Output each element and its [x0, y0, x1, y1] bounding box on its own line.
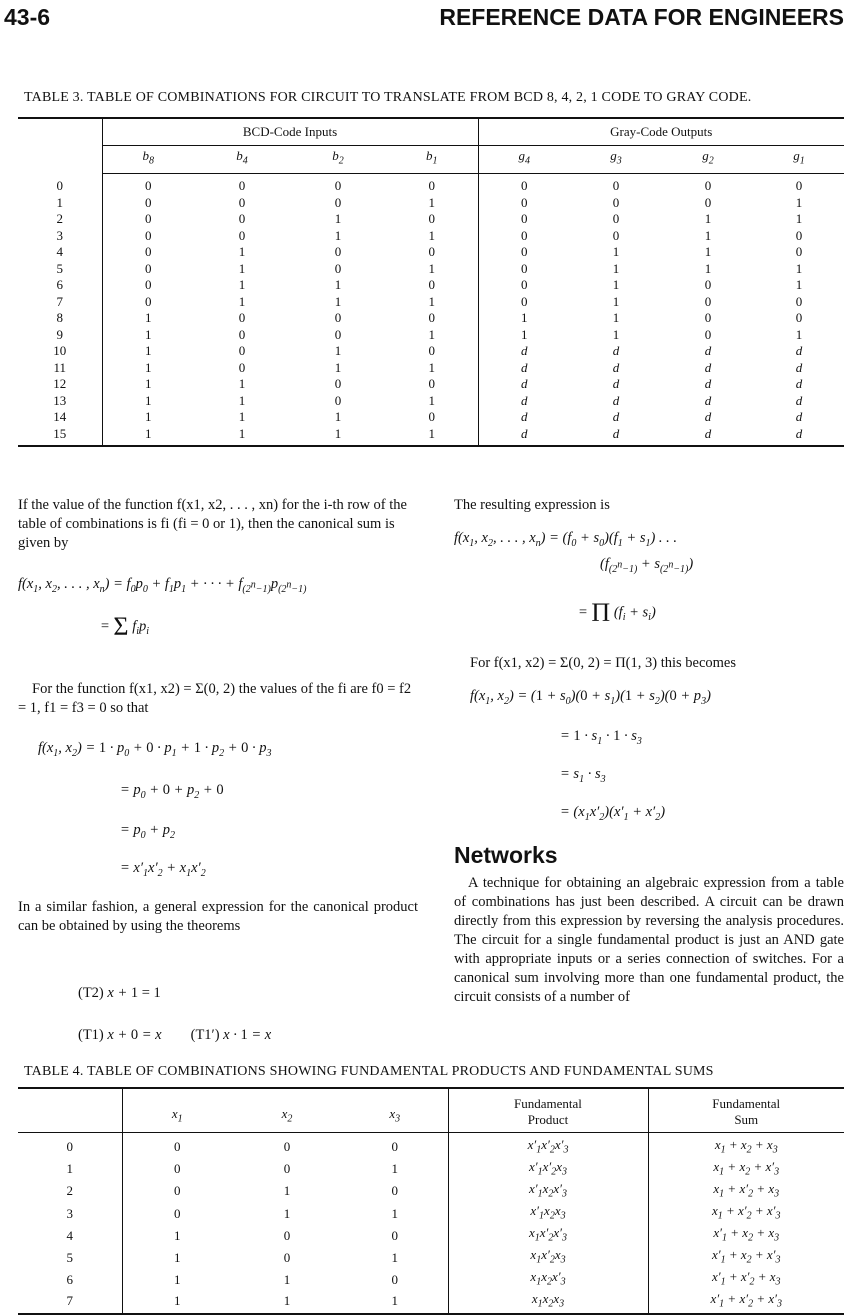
table-cell: 0: [283, 1227, 291, 1243]
table-cell: 13: [53, 392, 67, 408]
table-row: [18, 360, 844, 377]
table-row: [18, 376, 844, 393]
table-cell: 0: [334, 326, 342, 342]
table-cell: 1: [428, 326, 435, 342]
table-cell: 0: [238, 178, 246, 193]
table-cell: 0: [428, 409, 435, 424]
table-cell: 1: [334, 277, 342, 292]
left-para-3: In a similar fashion, a general expression for the canonical product can be obtained by using the theorems: [18, 899, 418, 934]
page-header: [0, 4, 854, 40]
product-example-4: = $(x_1x'_2)(x'_1 + x'_2)$: [560, 804, 666, 823]
theorem-t2: (T2) x + 1 = 1: [78, 985, 161, 1001]
table-cell: 11: [53, 359, 67, 375]
col-b1: $b_1$: [386, 146, 478, 174]
table-cell: 0: [334, 244, 342, 259]
table-cell: 0: [283, 1161, 291, 1177]
table-cell: 6: [56, 277, 63, 292]
table-cell: 0: [238, 359, 246, 375]
table-cell: 0: [102, 294, 194, 311]
fundamental-product-cell: $x_1x_2x_3$: [448, 1291, 648, 1314]
table-cell: d: [704, 359, 712, 375]
table-cell: 0: [478, 195, 570, 212]
table-cell: 0: [122, 1132, 232, 1159]
table-cell: 1: [334, 211, 342, 226]
table-cell: 0: [238, 343, 246, 358]
table-row: [18, 261, 844, 278]
table-cell: 1: [334, 227, 342, 243]
col-g3: $g_3$: [570, 146, 662, 174]
table-row: [18, 1159, 844, 1181]
table-cell: 4: [66, 1227, 73, 1243]
table-cell: 0: [102, 244, 194, 261]
fundamental-product-cell: $x'_1x_2x'_3$: [448, 1181, 648, 1203]
table-cell: d: [478, 360, 570, 377]
table-cell: 1: [612, 244, 620, 259]
col-fundamental-sum: Fundamental Sum: [648, 1088, 844, 1132]
table-cell: 0: [795, 227, 803, 243]
table4-caption: TABLE 4. TABLE OF COMBINATIONS SHOWING FUNDAMENTAL PRODUCTS AND FUNDAMENTAL SUMS: [24, 1064, 714, 1079]
table-cell: 0: [428, 277, 435, 292]
table-cell: 1: [478, 310, 570, 327]
table-cell: 0: [478, 261, 570, 278]
table-cell: 0: [795, 178, 803, 193]
right-para-2: For f(x1, x2) = Σ(0, 2) = Π(1, 3) this becomes: [470, 655, 737, 671]
table-cell: d: [795, 359, 803, 375]
table-cell: 1: [428, 359, 435, 375]
table-cell: d: [754, 426, 844, 447]
table-cell: 1: [334, 359, 342, 375]
table-cell: 1: [795, 326, 803, 342]
table-cell: 0: [478, 277, 570, 294]
table-cell: 1: [795, 194, 803, 210]
table3-caption: TABLE 3. TABLE OF COMBINATIONS FOR CIRCUIT TO TRANSLATE FROM BCD 8, 4, 2, 1 CODE TO GRAY CODE.: [24, 90, 752, 105]
table-cell: 1: [391, 1205, 398, 1221]
table-cell: 0: [612, 178, 620, 193]
table-cell: 0: [478, 174, 570, 195]
table-cell: 1: [386, 426, 478, 447]
table-row: [18, 1225, 844, 1247]
table-cell: 1: [56, 194, 63, 210]
fundamental-sum-cell: $x_1 + x_2 + x_3$: [648, 1132, 844, 1159]
table-cell: 1: [122, 1291, 232, 1314]
table-cell: 1: [391, 1161, 398, 1177]
table-cell: 0: [238, 227, 246, 243]
table4: [18, 1087, 844, 1315]
canonical-product-eq-3: = Π $(f_i + s_i)$: [578, 598, 656, 627]
table-row: [18, 310, 844, 327]
table-cell: 1: [612, 277, 620, 292]
table-cell: 0: [704, 293, 712, 309]
fundamental-product-cell: $x'_1x'_2x'_3$: [448, 1132, 648, 1159]
table-cell: d: [704, 409, 712, 424]
table-row: [18, 244, 844, 261]
table-cell: d: [612, 359, 620, 375]
table-cell: 2: [56, 211, 63, 226]
table-cell: 1: [283, 1183, 291, 1199]
table-cell: 0: [238, 211, 246, 226]
col-b4: $b_4$: [194, 146, 290, 174]
table-cell: 0: [283, 1249, 291, 1265]
table-cell: 0: [122, 1203, 232, 1225]
table-cell: 0: [428, 211, 435, 226]
table-cell: 0: [612, 211, 620, 226]
table-cell: 1: [428, 260, 435, 276]
col-b2: $b_2$: [290, 146, 386, 174]
table-cell: 0: [238, 310, 246, 325]
table-cell: 0: [102, 195, 194, 212]
table-row: [18, 409, 844, 426]
table-cell: 7: [56, 293, 63, 309]
table-cell: 0: [478, 244, 570, 261]
example-eq-4: = $x'_1x'_2 + x_1x'_2$: [120, 860, 206, 879]
table-cell: 9: [56, 326, 63, 342]
table-cell: 0: [334, 194, 342, 210]
table-cell: 1: [122, 1247, 232, 1269]
col-g4: $g_4$: [478, 146, 570, 174]
table-cell: 8: [56, 310, 63, 325]
table-cell: 1: [795, 211, 803, 226]
table-cell: d: [795, 392, 803, 408]
table-cell: 5: [66, 1249, 73, 1265]
table-cell: 12: [53, 376, 67, 391]
table-cell: 1: [612, 310, 620, 325]
table-cell: 15: [18, 426, 102, 447]
table-cell: d: [478, 426, 570, 447]
table-row: [18, 294, 844, 311]
table-cell: 1: [704, 244, 712, 259]
table-cell: 0: [478, 211, 570, 228]
networks-heading: Networks: [454, 842, 558, 868]
table-cell: 1: [704, 211, 712, 226]
fundamental-sum-cell: $x'_1 + x'_2 + x'_3$: [648, 1291, 844, 1314]
table-row: [18, 195, 844, 212]
right-para-1: The resulting expression is: [454, 497, 610, 513]
table-cell: 6: [66, 1271, 73, 1287]
table-cell: 1: [428, 227, 435, 243]
table-cell: d: [662, 426, 754, 447]
table-cell: 1: [122, 1225, 232, 1247]
table-cell: 1: [232, 1291, 342, 1314]
running-title: REFERENCE DATA FOR ENGINEERS: [439, 4, 844, 30]
table-cell: 0: [428, 376, 435, 391]
table-cell: 1: [478, 327, 570, 344]
table-cell: 0: [391, 1227, 398, 1243]
table-cell: 0: [56, 177, 63, 193]
table-row: [18, 1181, 844, 1203]
canonical-product-eq: $f(x_1$, $x_2$, . . . , $x_n) = (f_0 + s_0)(f_1 + s_1)$ . . .: [454, 530, 678, 549]
table-row: [18, 1132, 844, 1159]
table-cell: 1: [612, 260, 620, 276]
table-cell: 1: [283, 1205, 291, 1221]
left-para-2: For the function f(x1, x2) = Σ(0, 2) the values of the fi are f0 = f2 = 1, f1 = f3 = 0 so that: [18, 681, 412, 716]
table-row: [18, 1247, 844, 1269]
table-cell: 1: [334, 343, 342, 358]
page-number: 43-6: [4, 4, 51, 30]
table-cell: 0: [478, 294, 570, 311]
table-cell: 0: [102, 211, 194, 228]
table-cell: d: [612, 392, 620, 408]
table-cell: d: [795, 409, 803, 424]
table-cell: 1: [283, 1271, 291, 1287]
table-cell: 1: [342, 1291, 448, 1314]
table-cell: 0: [704, 326, 712, 342]
table-cell: d: [612, 376, 620, 391]
table-cell: 3: [56, 227, 63, 243]
table-cell: d: [795, 376, 803, 391]
table3: [18, 117, 844, 447]
table-cell: 0: [612, 194, 620, 210]
table-cell: 4: [56, 244, 63, 259]
canonical-product-eq-2: $(f_{(2^n-1)} + s_{(2^n-1)})$: [600, 556, 694, 575]
right-para-3: A technique for obtaining an algebraic expression from a table of combinations has just been described. A circuit can be drawn directly from this expression by reversing the analysis procedures. The circuit for a single fundamental product is just an AND gate with appropriate inputs or a series connection of switches. For a canonical sum involving more than one fundamental product, the circuit consists of a number of: [454, 875, 844, 1005]
table-row: [18, 1269, 844, 1291]
table-cell: d: [478, 376, 570, 393]
table-cell: 1: [238, 244, 246, 259]
table-cell: 0: [102, 261, 194, 278]
table-cell: d: [704, 343, 712, 358]
table-cell: 1: [102, 393, 194, 410]
theorem-t1: (T1) x + 0 = x (T1′) x · 1 = x: [78, 1027, 272, 1043]
col-x2: $x_2$: [232, 1088, 342, 1132]
product-example-3: = $s_1 \cdot s_3$: [560, 766, 606, 785]
table-cell: 0: [391, 1271, 398, 1287]
table-cell: d: [570, 426, 662, 447]
table-cell: 0: [122, 1181, 232, 1203]
product-example-2: = $1 \cdot s_1 \cdot 1 \cdot s_3$: [560, 728, 642, 747]
table-cell: 0: [334, 260, 342, 276]
table-cell: 0: [704, 277, 712, 292]
table-cell: 1: [102, 343, 194, 360]
fundamental-product-cell: $x_1x_2x'_3$: [448, 1269, 648, 1291]
table-cell: 0: [612, 227, 620, 243]
table-cell: 1: [122, 1269, 232, 1291]
table-cell: 0: [334, 376, 342, 391]
table-cell: 5: [56, 260, 63, 276]
fundamental-sum-cell: $x_1 + x'_2 + x'_3$: [648, 1203, 844, 1225]
table-cell: 0: [704, 310, 712, 325]
table-cell: 1: [428, 194, 435, 210]
fundamental-sum-cell: $x'_1 + x'_2 + x_3$: [648, 1269, 844, 1291]
table-cell: 1: [612, 326, 620, 342]
table-cell: d: [478, 343, 570, 360]
fundamental-product-cell: $x'_1x_2x_3$: [448, 1203, 648, 1225]
table-row: [18, 327, 844, 344]
table-cell: 0: [391, 1139, 398, 1155]
table-cell: 0: [238, 326, 246, 342]
table-cell: 1: [334, 409, 342, 424]
table-cell: 1: [428, 392, 435, 408]
table-row: [18, 1291, 844, 1314]
gray-outputs-header: Gray-Code Outputs: [478, 118, 844, 146]
table-row: [18, 1203, 844, 1225]
table-cell: 1: [66, 1161, 73, 1177]
table-cell: 1: [795, 260, 803, 276]
table-row: [18, 174, 844, 195]
table-cell: 0: [478, 228, 570, 245]
table-cell: 1: [102, 409, 194, 426]
table-cell: 0: [334, 310, 342, 325]
example-eq-1: $f(x_1$, $x_2) = 1 \cdot p_0 + 0 \cdot p_1 + 1 \cdot p_2 + 0 \cdot p_3$: [38, 740, 272, 759]
table-cell: d: [478, 393, 570, 410]
col-b8: $b_8$: [102, 146, 194, 174]
col-g2: $g_2$: [662, 146, 754, 174]
bcd-inputs-header: BCD-Code Inputs: [102, 118, 478, 146]
col-x3: $x_3$: [342, 1088, 448, 1132]
table-cell: 10: [53, 343, 67, 358]
table-cell: 0: [391, 1183, 398, 1199]
table-cell: 0: [283, 1139, 291, 1155]
table-cell: 3: [66, 1205, 73, 1221]
table-cell: 1: [194, 426, 290, 447]
table-cell: 0: [795, 293, 803, 309]
table-cell: 1: [238, 409, 246, 424]
table-cell: 1: [102, 310, 194, 327]
table-cell: 0: [428, 244, 435, 259]
table-cell: 1: [290, 426, 386, 447]
table-cell: 0: [238, 194, 246, 210]
table-cell: d: [704, 392, 712, 408]
left-para-1: If the value of the function f(x1, x2, . . . , xn) for the i-th row of the table of combinations is fi (fi = 0 or 1), then the canonical sum is given by: [18, 497, 407, 551]
table-cell: 1: [102, 327, 194, 344]
col-fundamental-product: Fundamental Product: [448, 1088, 648, 1132]
table-cell: 0: [795, 244, 803, 259]
table-cell: d: [478, 409, 570, 426]
fundamental-product-cell: $x_1x'_2x_3$: [448, 1247, 648, 1269]
table-cell: 2: [66, 1183, 73, 1199]
product-example-1: $f(x_1$, $x_2) = (1 + s_0)(0 + s_1)(1 + s_2)(0 + p_3)$: [470, 688, 711, 707]
table-cell: 14: [53, 409, 67, 424]
col-x1: $x_1$: [122, 1088, 232, 1132]
fundamental-product-cell: $x_1x'_2x'_3$: [448, 1225, 648, 1247]
table-cell: 0: [428, 343, 435, 358]
table-row: [18, 426, 844, 447]
table-cell: 0: [795, 310, 803, 325]
canonical-sum-eq: $f(x_1$, $x_2$, . . . , $x_n) = f_0p_0 + f_1p_1$ + · · · + $f_{(2^n-1)}p_{(2^n-1)}$: [18, 576, 307, 595]
table-cell: 1: [238, 392, 246, 408]
table-cell: 0: [704, 194, 712, 210]
table-cell: 0: [334, 178, 342, 193]
table-cell: 1: [704, 260, 712, 276]
col-g1: $g_1$: [754, 146, 844, 174]
table-cell: d: [704, 376, 712, 391]
table-cell: 1: [102, 426, 194, 447]
fundamental-sum-cell: $x_1 + x_2 + x'_3$: [648, 1159, 844, 1181]
table-cell: 1: [238, 293, 246, 309]
table-cell: 0: [102, 174, 194, 195]
example-eq-2: = $p_0 + 0 + p_2 + 0$: [120, 782, 224, 801]
table-cell: d: [795, 343, 803, 358]
table-row: [18, 277, 844, 294]
fundamental-sum-cell: $x'_1 + x_2 + x_3$: [648, 1225, 844, 1247]
table-cell: 1: [238, 277, 246, 292]
fundamental-sum-cell: $x_1 + x'_2 + x_3$: [648, 1181, 844, 1203]
table-cell: 1: [238, 376, 246, 391]
table-row: [18, 343, 844, 360]
table-cell: d: [612, 409, 620, 424]
table-cell: 7: [18, 1291, 122, 1314]
table-cell: 0: [428, 178, 435, 193]
canonical-sum-eq-2: = Σ $f_ip_i$: [100, 612, 150, 641]
table-cell: 1: [391, 1249, 398, 1265]
table-cell: 1: [612, 293, 620, 309]
table-cell: 0: [122, 1159, 232, 1181]
table-cell: 1: [704, 227, 712, 243]
table-row: [18, 393, 844, 410]
table-cell: 1: [428, 293, 435, 309]
table-cell: 1: [334, 293, 342, 309]
table-cell: d: [612, 343, 620, 358]
table-cell: 1: [795, 277, 803, 292]
fundamental-sum-cell: $x'_1 + x_2 + x'_3$: [648, 1247, 844, 1269]
table-cell: 0: [66, 1139, 73, 1155]
table-cell: 1: [102, 376, 194, 393]
table-cell: 0: [102, 277, 194, 294]
table-cell: 1: [238, 260, 246, 276]
table-cell: 0: [102, 228, 194, 245]
table-row: [18, 211, 844, 228]
table-cell: 0: [704, 178, 712, 193]
table-cell: 0: [428, 310, 435, 325]
table-cell: 1: [102, 360, 194, 377]
table-row: [18, 228, 844, 245]
fundamental-product-cell: $x'_1x'_2x_3$: [448, 1159, 648, 1181]
table-cell: 0: [334, 392, 342, 408]
example-eq-3: = $p_0 + p_2$: [120, 822, 175, 841]
